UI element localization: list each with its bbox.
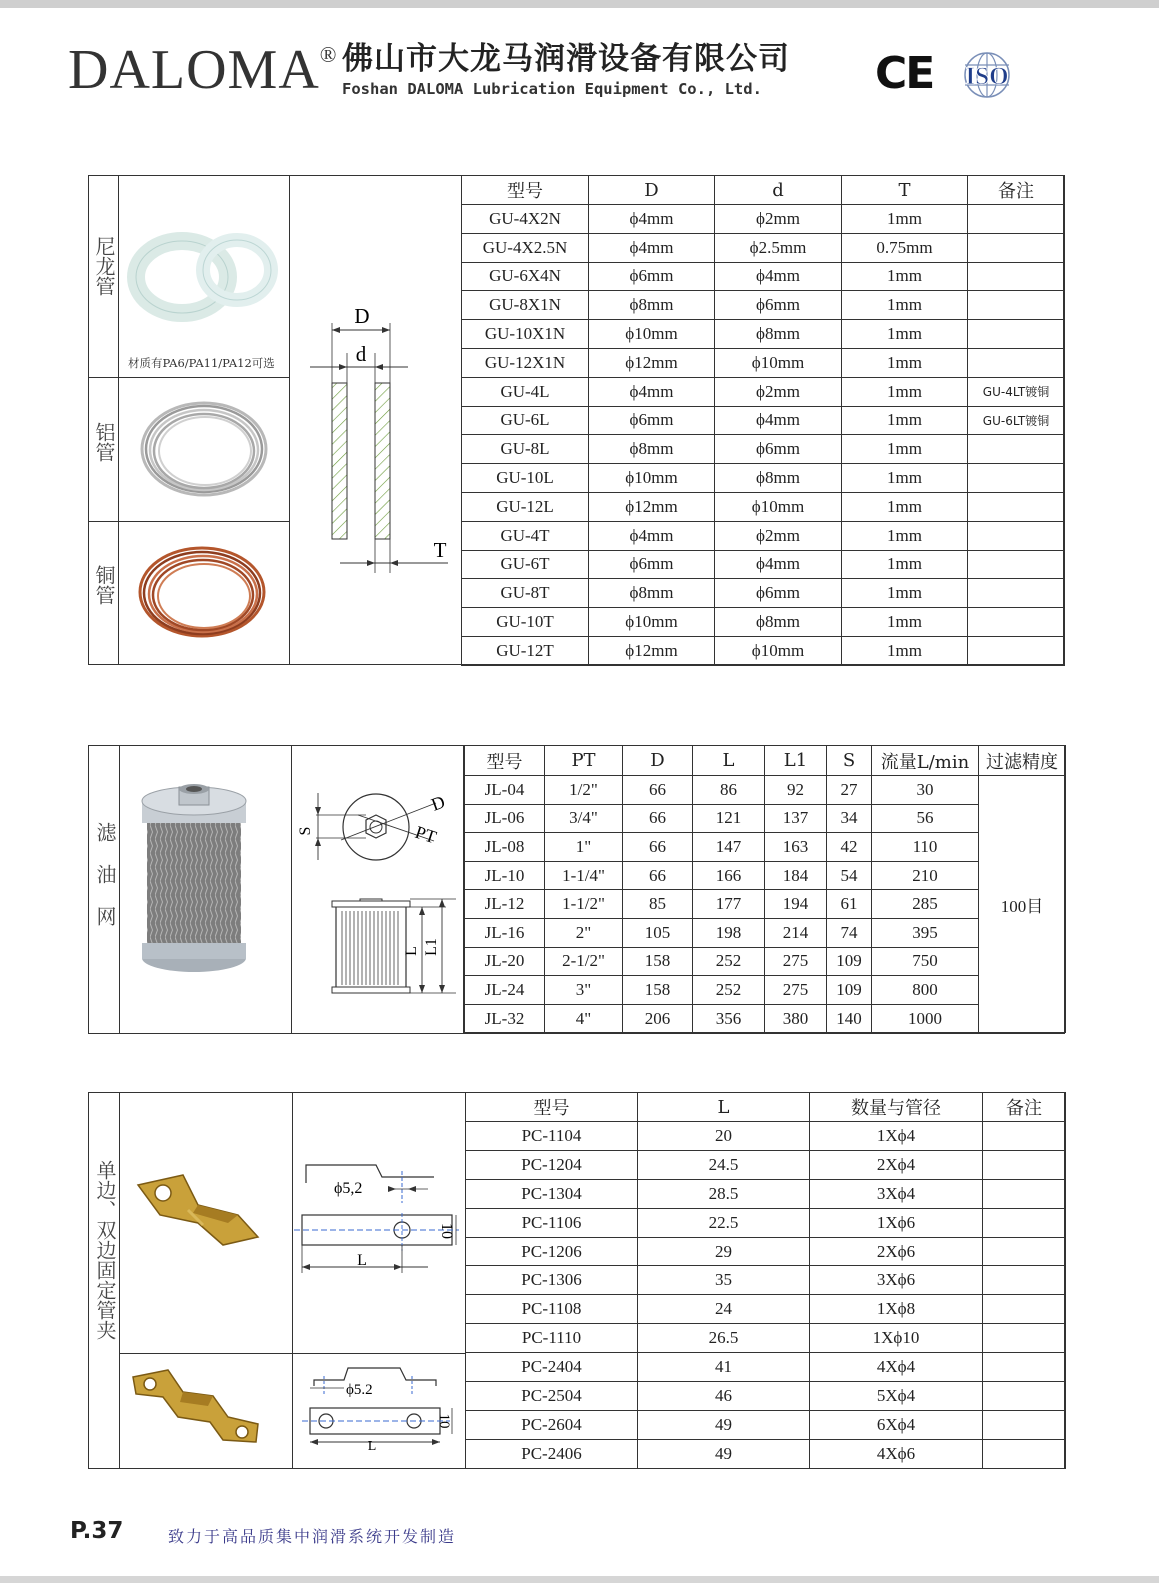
nylon-tube-photo xyxy=(122,215,282,335)
table-cell: 1-1/4" xyxy=(545,861,623,890)
table-row xyxy=(462,291,1065,320)
table-cell xyxy=(968,291,1065,320)
table-cell: 1mm xyxy=(842,435,968,464)
table-cell: 42 xyxy=(827,833,872,862)
table-cell: 24.5 xyxy=(638,1150,810,1179)
table-cell: 74 xyxy=(827,918,872,947)
col-header-remark: 备注 xyxy=(983,1093,1066,1122)
table-cell: JL-08 xyxy=(465,833,545,862)
col-header-length: L xyxy=(638,1093,810,1122)
table-cell: 210 xyxy=(872,861,979,890)
table-cell: ϕ2mm xyxy=(715,377,842,406)
iso-logo-icon xyxy=(956,50,1018,100)
table-cell xyxy=(968,464,1065,493)
table-cell: ϕ4mm xyxy=(715,406,842,435)
nylon-material-caption: 材质有PA6/PA11/PA12可选 xyxy=(128,356,275,370)
col-header-d: D xyxy=(623,746,693,776)
bottom-bar xyxy=(0,1576,1159,1583)
dim-label-clamp1-length: L xyxy=(357,1252,367,1269)
table-cell: PC-1104 xyxy=(466,1122,638,1151)
table-row xyxy=(462,205,1065,234)
table-row xyxy=(462,435,1065,464)
table-cell: 1000 xyxy=(872,1004,979,1033)
table-cell: 4" xyxy=(545,1004,623,1033)
table-cell: ϕ4mm xyxy=(715,262,842,291)
table-cell xyxy=(968,262,1065,291)
table-cell: GU-12L xyxy=(462,492,589,521)
table-cell: PC-1206 xyxy=(466,1237,638,1266)
footer-slogan: 致力于高品质集中润滑系统开发制造 xyxy=(168,1527,457,1546)
table-cell: 105 xyxy=(623,918,693,947)
table-row xyxy=(462,608,1065,637)
table-cell: ϕ12mm xyxy=(589,492,715,521)
table-cell: ϕ6mm xyxy=(589,406,715,435)
table-cell xyxy=(968,608,1065,637)
table-cell xyxy=(968,233,1065,262)
table-cell xyxy=(968,320,1065,349)
table-cell: PC-1110 xyxy=(466,1324,638,1353)
table-cell: 1mm xyxy=(842,608,968,637)
table-cell: 41 xyxy=(638,1353,810,1382)
table-cell: 1mm xyxy=(842,579,968,608)
table-cell: 29 xyxy=(638,1237,810,1266)
table-row xyxy=(465,890,1066,919)
table-cell: ϕ8mm xyxy=(715,608,842,637)
ce-mark-icon: CE xyxy=(875,48,934,99)
table-cell: 163 xyxy=(765,833,827,862)
table-cell: 30 xyxy=(872,776,979,805)
table-cell: GU-8L xyxy=(462,435,589,464)
table-cell: GU-10L xyxy=(462,464,589,493)
table-cell: 85 xyxy=(623,890,693,919)
table-cell: ϕ2mm xyxy=(715,205,842,234)
col-header-model: 型号 xyxy=(466,1093,638,1122)
table-cell: ϕ6mm xyxy=(589,262,715,291)
dim-label-d-outer: D xyxy=(354,304,370,328)
table-cell: GU-10X1N xyxy=(462,320,589,349)
table-cell: 2Xϕ4 xyxy=(810,1150,983,1179)
table-row xyxy=(462,492,1065,521)
col-header-remark: 备注 xyxy=(968,176,1065,205)
table-cell: 147 xyxy=(693,833,765,862)
table-cell: PC-1306 xyxy=(466,1266,638,1295)
table-row xyxy=(466,1410,1066,1439)
col-header-l: L xyxy=(693,746,765,776)
table-cell: ϕ6mm xyxy=(715,579,842,608)
table-cell: GU-4T xyxy=(462,521,589,550)
table-row xyxy=(465,833,1066,862)
dim-label-d-inner: d xyxy=(355,342,367,366)
aluminum-tube-photo xyxy=(130,393,278,508)
table-cell: 49 xyxy=(638,1410,810,1439)
table-cell: GU-4LT镀铜 xyxy=(968,377,1065,406)
table-row xyxy=(465,918,1066,947)
dim-label-filter-d: D xyxy=(428,791,448,815)
table-cell: 92 xyxy=(765,776,827,805)
table-cell: GU-6T xyxy=(462,550,589,579)
table-cell: 1mm xyxy=(842,492,968,521)
table-cell xyxy=(983,1353,1066,1382)
table-row xyxy=(462,233,1065,262)
company-name-en: Foshan DALOMA Lubrication Equipment Co., Ltd. xyxy=(342,80,762,98)
table-cell xyxy=(968,550,1065,579)
table-cell: GU-12X1N xyxy=(462,348,589,377)
table-cell: 1Xϕ8 xyxy=(810,1295,983,1324)
table-cell: GU-4L xyxy=(462,377,589,406)
company-name-cn: 佛山市大龙马润滑设备有限公司 xyxy=(342,41,790,77)
table-cell: 3Xϕ4 xyxy=(810,1179,983,1208)
table-cell: ϕ2mm xyxy=(715,521,842,550)
table-cell: 66 xyxy=(623,861,693,890)
table-cell: 356 xyxy=(693,1004,765,1033)
table-cell: 22.5 xyxy=(638,1208,810,1237)
table-cell: PC-1106 xyxy=(466,1208,638,1237)
category-aluminum-tube: 铝管 xyxy=(92,422,116,462)
table-cell: 66 xyxy=(623,833,693,862)
table-cell: 140 xyxy=(827,1004,872,1033)
table-row xyxy=(466,1150,1066,1179)
col-header-s: S xyxy=(827,746,872,776)
table-row xyxy=(462,550,1065,579)
table-cell: 4Xϕ6 xyxy=(810,1439,983,1468)
table-cell: 184 xyxy=(765,861,827,890)
table-cell: 1Xϕ4 xyxy=(810,1122,983,1151)
table-cell: 1mm xyxy=(842,320,968,349)
table-row xyxy=(462,406,1065,435)
table-cell: 2-1/2" xyxy=(545,947,623,976)
table-cell xyxy=(983,1439,1066,1468)
table-row xyxy=(465,947,1066,976)
table-cell: 214 xyxy=(765,918,827,947)
table-cell: ϕ12mm xyxy=(589,636,715,665)
table-cell: JL-20 xyxy=(465,947,545,976)
table-cell: 56 xyxy=(872,804,979,833)
table-cell: 54 xyxy=(827,861,872,890)
table-cell: 380 xyxy=(765,1004,827,1033)
table-cell: ϕ8mm xyxy=(715,320,842,349)
table-cell: ϕ4mm xyxy=(589,521,715,550)
table-cell: 198 xyxy=(693,918,765,947)
table-row xyxy=(466,1179,1066,1208)
table-cell: 35 xyxy=(638,1266,810,1295)
table-row xyxy=(462,377,1065,406)
table-cell: PC-1204 xyxy=(466,1150,638,1179)
table-cell xyxy=(983,1266,1066,1295)
table-cell xyxy=(983,1237,1066,1266)
table-cell: GU-8X1N xyxy=(462,291,589,320)
table-cell: GU-12T xyxy=(462,636,589,665)
table-cell: 34 xyxy=(827,804,872,833)
table-cell xyxy=(983,1150,1066,1179)
filter-photo xyxy=(135,783,253,978)
brand-logo: DALOMA® xyxy=(68,39,338,101)
double-clamp-diagram xyxy=(300,1362,460,1457)
table-cell: ϕ10mm xyxy=(589,464,715,493)
table-cell: 158 xyxy=(623,947,693,976)
table-cell: 1mm xyxy=(842,550,968,579)
col-header-pt: PT xyxy=(545,746,623,776)
table-cell: ϕ4mm xyxy=(715,550,842,579)
table-row xyxy=(466,1237,1066,1266)
table-cell: 1/2" xyxy=(545,776,623,805)
table-cell: ϕ8mm xyxy=(589,579,715,608)
table-cell: 137 xyxy=(765,804,827,833)
table-cell xyxy=(983,1295,1066,1324)
table-cell: 1Xϕ6 xyxy=(810,1208,983,1237)
col-header-inner-dia: d xyxy=(715,176,842,205)
table-cell: GU-6X4N xyxy=(462,262,589,291)
col-header-precision: 过滤精度 xyxy=(979,746,1066,776)
table-cell: ϕ4mm xyxy=(589,377,715,406)
table-cell: JL-32 xyxy=(465,1004,545,1033)
table-row xyxy=(462,348,1065,377)
col-header-count-diameter: 数量与管径 xyxy=(810,1093,983,1122)
copper-tube-photo xyxy=(130,538,278,648)
dim-label-clamp1-hole: ϕ5,2 xyxy=(334,1180,363,1197)
table-cell: ϕ4mm xyxy=(589,233,715,262)
table-cell: 1mm xyxy=(842,636,968,665)
table-cell: 20 xyxy=(638,1122,810,1151)
table-row xyxy=(465,776,1066,805)
table-cell: 1mm xyxy=(842,291,968,320)
table-row xyxy=(466,1382,1066,1411)
table-cell: 750 xyxy=(872,947,979,976)
table-cell: ϕ2.5mm xyxy=(715,233,842,262)
table-cell: ϕ6mm xyxy=(589,550,715,579)
table-row xyxy=(462,464,1065,493)
table-cell: ϕ10mm xyxy=(715,348,842,377)
category-pipe-clamp: 单边、双边固定管夹 xyxy=(93,1160,117,1340)
table-row xyxy=(466,1122,1066,1151)
table-cell xyxy=(983,1410,1066,1439)
table-cell xyxy=(983,1122,1066,1151)
table-cell: GU-10T xyxy=(462,608,589,637)
table-cell: 1Xϕ10 xyxy=(810,1324,983,1353)
dim-label-clamp1-width: 10 xyxy=(438,1223,455,1239)
table-cell: GU-6L xyxy=(462,406,589,435)
table-cell: 1mm xyxy=(842,262,968,291)
table-row xyxy=(466,1208,1066,1237)
clamp-spec-table xyxy=(465,1092,1066,1469)
table-cell: 4Xϕ4 xyxy=(810,1353,983,1382)
table-cell: 109 xyxy=(827,976,872,1005)
table-cell: 1mm xyxy=(842,464,968,493)
table-cell: 800 xyxy=(872,976,979,1005)
table-cell: 395 xyxy=(872,918,979,947)
table-cell: PC-2604 xyxy=(466,1410,638,1439)
table-cell: 1mm xyxy=(842,406,968,435)
dim-label-filter-pt: PT xyxy=(412,821,439,848)
col-header-outer-dia: D xyxy=(589,176,715,205)
table-cell: ϕ12mm xyxy=(589,348,715,377)
filter-dimension-diagram xyxy=(296,775,461,1005)
table-cell: 275 xyxy=(765,947,827,976)
table-cell: 27 xyxy=(827,776,872,805)
table-cell: ϕ8mm xyxy=(589,435,715,464)
table-cell: 206 xyxy=(623,1004,693,1033)
table-cell xyxy=(968,636,1065,665)
table-cell: 285 xyxy=(872,890,979,919)
table-row xyxy=(466,1266,1066,1295)
table-cell: 49 xyxy=(638,1439,810,1468)
table-cell: ϕ8mm xyxy=(715,464,842,493)
table-cell xyxy=(983,1382,1066,1411)
table-cell: 26.5 xyxy=(638,1324,810,1353)
single-clamp-photo xyxy=(128,1165,268,1260)
filter-spec-table xyxy=(464,745,1066,1033)
table-row xyxy=(465,976,1066,1005)
table-cell: 1mm xyxy=(842,205,968,234)
col-header-l1: L1 xyxy=(765,746,827,776)
col-header-flow: 流量L/min xyxy=(872,746,979,776)
tube-spec-table xyxy=(461,175,1065,666)
table-cell: JL-10 xyxy=(465,861,545,890)
category-filter: 滤油网 xyxy=(93,822,117,948)
table-cell: ϕ10mm xyxy=(589,608,715,637)
table-cell: 24 xyxy=(638,1295,810,1324)
table-cell: GU-4X2.5N xyxy=(462,233,589,262)
table-cell xyxy=(968,579,1065,608)
table-cell: GU-8T xyxy=(462,579,589,608)
table-cell: ϕ10mm xyxy=(715,492,842,521)
table-row xyxy=(466,1439,1066,1468)
table-cell: 46 xyxy=(638,1382,810,1411)
table-cell: GU-6LT镀铜 xyxy=(968,406,1065,435)
table-cell: 1mm xyxy=(842,521,968,550)
table-cell: 3Xϕ6 xyxy=(810,1266,983,1295)
table-cell xyxy=(968,348,1065,377)
table-cell: 252 xyxy=(693,947,765,976)
table-cell: 1mm xyxy=(842,348,968,377)
table-cell: JL-24 xyxy=(465,976,545,1005)
table-cell: PC-1108 xyxy=(466,1295,638,1324)
top-bar xyxy=(0,0,1159,8)
dim-label-clamp2-length: L xyxy=(367,1439,377,1454)
table-row xyxy=(462,262,1065,291)
table-cell xyxy=(983,1179,1066,1208)
col-header-thickness: T xyxy=(842,176,968,205)
table-cell: 1mm xyxy=(842,377,968,406)
table-row xyxy=(462,320,1065,349)
table-cell xyxy=(983,1208,1066,1237)
double-clamp-photo xyxy=(128,1362,268,1457)
filter-precision-cell: 100目 xyxy=(979,776,1066,1033)
table-row xyxy=(462,521,1065,550)
table-cell: 121 xyxy=(693,804,765,833)
table-row xyxy=(466,1295,1066,1324)
table-cell: 252 xyxy=(693,976,765,1005)
dim-label-filter-s: S xyxy=(297,826,314,836)
table-cell: ϕ8mm xyxy=(589,291,715,320)
table-cell: PC-2504 xyxy=(466,1382,638,1411)
table-cell: 5Xϕ4 xyxy=(810,1382,983,1411)
table-cell: JL-16 xyxy=(465,918,545,947)
table-cell: 166 xyxy=(693,861,765,890)
col-header-model: 型号 xyxy=(465,746,545,776)
table-cell: 109 xyxy=(827,947,872,976)
table-cell: 110 xyxy=(872,833,979,862)
table-cell: PC-2406 xyxy=(466,1439,638,1468)
table-cell: 1-1/2" xyxy=(545,890,623,919)
category-copper-tube: 铜管 xyxy=(92,565,116,605)
table-cell: ϕ6mm xyxy=(715,291,842,320)
table-cell: GU-4X2N xyxy=(462,205,589,234)
table-cell: JL-06 xyxy=(465,804,545,833)
table-cell: 158 xyxy=(623,976,693,1005)
table-cell xyxy=(983,1324,1066,1353)
table-cell: 28.5 xyxy=(638,1179,810,1208)
table-row xyxy=(465,861,1066,890)
table-cell: ϕ4mm xyxy=(589,205,715,234)
table-cell xyxy=(968,205,1065,234)
table-cell: JL-04 xyxy=(465,776,545,805)
dim-label-filter-l1: L1 xyxy=(423,938,440,956)
col-header-model: 型号 xyxy=(462,176,589,205)
table-cell xyxy=(968,492,1065,521)
table-cell: 194 xyxy=(765,890,827,919)
table-row xyxy=(466,1324,1066,1353)
table-row xyxy=(462,579,1065,608)
table-cell: 275 xyxy=(765,976,827,1005)
table-row xyxy=(462,636,1065,665)
page-number: P.37 xyxy=(70,1518,124,1544)
dim-label-clamp2-hole: ϕ5.2 xyxy=(346,1382,373,1398)
table-cell xyxy=(968,521,1065,550)
table-cell: 1" xyxy=(545,833,623,862)
table-cell xyxy=(968,435,1065,464)
table-cell: PC-1304 xyxy=(466,1179,638,1208)
table-row xyxy=(465,804,1066,833)
table-cell: ϕ10mm xyxy=(589,320,715,349)
table-cell: 66 xyxy=(623,804,693,833)
table-cell: 86 xyxy=(693,776,765,805)
table-cell: 3/4" xyxy=(545,804,623,833)
table-cell: 61 xyxy=(827,890,872,919)
iso-text: ISO xyxy=(965,63,1009,90)
table-cell: 0.75mm xyxy=(842,233,968,262)
table-row xyxy=(465,1004,1066,1033)
table-cell: 6Xϕ4 xyxy=(810,1410,983,1439)
table-row xyxy=(466,1353,1066,1382)
single-clamp-diagram xyxy=(294,1155,464,1285)
table-cell: JL-12 xyxy=(465,890,545,919)
table-cell: 2" xyxy=(545,918,623,947)
table-cell: PC-2404 xyxy=(466,1353,638,1382)
table-cell: ϕ6mm xyxy=(715,435,842,464)
tube-dimension-diagram xyxy=(300,295,460,585)
table-cell: ϕ10mm xyxy=(715,636,842,665)
dim-label-filter-l: L xyxy=(403,946,420,956)
dim-label-clamp2-width: 10 xyxy=(436,1413,452,1429)
table-cell: 2Xϕ6 xyxy=(810,1237,983,1266)
table-cell: 66 xyxy=(623,776,693,805)
dim-label-t: T xyxy=(433,538,447,562)
table-cell: 3" xyxy=(545,976,623,1005)
table-cell: 177 xyxy=(693,890,765,919)
category-nylon-tube: 尼龙管 xyxy=(92,236,116,296)
